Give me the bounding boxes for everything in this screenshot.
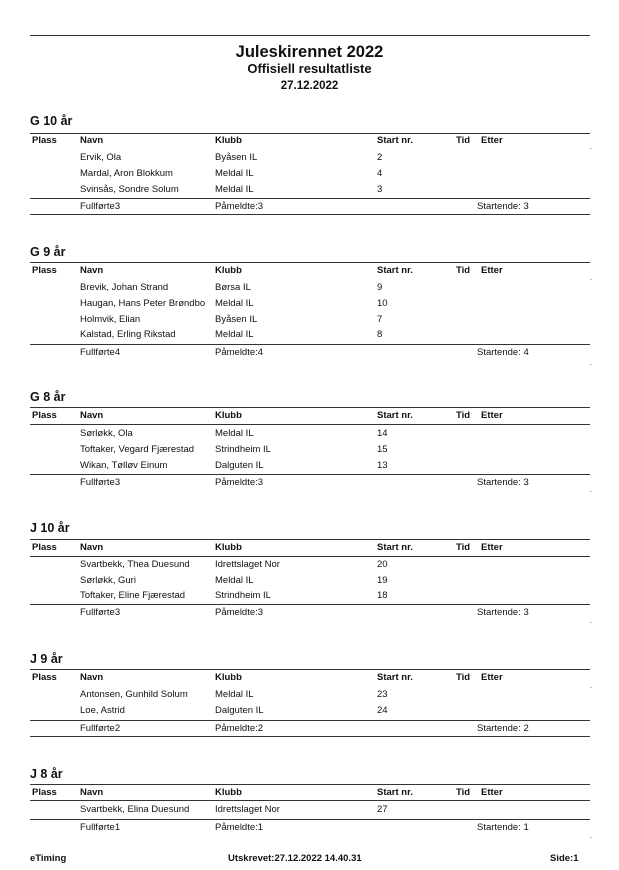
runner-name: Mardal, Aron Blokkum (80, 168, 173, 179)
runner-start: 18 (377, 590, 388, 601)
summary-fullforte: Fullførte3 (80, 477, 121, 488)
col-plass: Plass (32, 265, 57, 276)
col-klubb: Klubb (215, 672, 242, 683)
margin-tick (590, 364, 592, 365)
margin-tick (590, 491, 592, 492)
header-rule (30, 262, 590, 263)
col-navn: Navn (80, 787, 104, 798)
summary-pameldte: Påmeldte:3 (215, 201, 264, 212)
header-rule (30, 539, 590, 540)
runner-name: Svartbekk, Elina Duesund (80, 804, 190, 815)
col-etter: Etter (481, 672, 503, 683)
footer-printed: Utskrevet:27.12.2022 14.40.31 (228, 853, 362, 864)
col-start: Start nr. (377, 135, 413, 146)
runner-name: Loe, Astrid (80, 705, 125, 716)
class-name: J 10 år (30, 521, 70, 535)
runner-name: Kalstad, Erling Rikstad (80, 329, 176, 340)
runner-name: Toftaker, Eline Fjærestad (80, 590, 186, 601)
runner-start: 24 (377, 705, 388, 716)
margin-tick (590, 837, 592, 838)
header-rule (30, 784, 590, 785)
col-start: Start nr. (377, 672, 413, 683)
col-plass: Plass (32, 672, 57, 683)
summary-rule (30, 198, 590, 199)
page-subtitle: Offisiell resultatliste (247, 61, 372, 76)
runner-club: Idrettslaget Nor (215, 559, 280, 570)
col-plass: Plass (32, 542, 57, 553)
runner-start: 23 (377, 689, 388, 700)
col-etter: Etter (481, 265, 503, 276)
col-klubb: Klubb (215, 265, 242, 276)
class-name: G 10 år (30, 114, 73, 128)
column-rule (30, 424, 590, 425)
runner-start: 3 (377, 184, 383, 195)
runner-name: Antonsen, Gunhild Solum (80, 689, 188, 700)
summary-pameldte: Påmeldte:3 (215, 477, 264, 488)
col-plass: Plass (32, 410, 57, 421)
col-plass: Plass (32, 135, 57, 146)
runner-name: Toftaker, Vegard Fjærestad (80, 444, 195, 455)
runner-club: Byåsen IL (215, 314, 258, 325)
runner-start: 14 (377, 428, 388, 439)
runner-name: Brevik, Johan Strand (80, 282, 169, 293)
runner-name: Svartbekk, Thea Duesund (80, 559, 190, 570)
col-start: Start nr. (377, 410, 413, 421)
runner-start: 4 (377, 168, 383, 179)
runner-club: Idrettslaget Nor (215, 804, 280, 815)
runner-club: Meldal IL (215, 298, 254, 309)
class-name: G 8 år (30, 390, 66, 404)
summary-rule (30, 474, 590, 475)
summary-startende: Startende: 4 (477, 347, 529, 358)
summary-rule (30, 819, 590, 820)
col-start: Start nr. (377, 787, 413, 798)
runner-name: Sørløkk, Ola (80, 428, 133, 439)
runner-name: Wikan, Tølløv Einum (80, 460, 168, 471)
runner-club: Dalguten IL (215, 460, 264, 471)
margin-tick (590, 148, 592, 149)
summary-fullforte: Fullførte3 (80, 201, 121, 212)
col-tid: Tid (456, 787, 471, 798)
summary-rule (30, 720, 590, 721)
column-rule (30, 800, 590, 801)
page-title: Juleskirennet 2022 (235, 43, 384, 61)
runner-club: Meldal IL (215, 329, 254, 340)
runner-club: Meldal IL (215, 168, 254, 179)
runner-club: Strindheim IL (215, 444, 271, 455)
col-start: Start nr. (377, 542, 413, 553)
summary-pameldte: Påmeldte:1 (215, 822, 264, 833)
footer-page: Side:1 (550, 853, 579, 864)
summary-startende: Startende: 3 (477, 201, 529, 212)
page-date: 27.12.2022 (280, 80, 339, 92)
margin-tick (590, 279, 592, 280)
col-navn: Navn (80, 672, 104, 683)
col-navn: Navn (80, 265, 104, 276)
col-klubb: Klubb (215, 787, 242, 798)
margin-tick (590, 687, 592, 688)
col-tid: Tid (456, 265, 471, 276)
col-klubb: Klubb (215, 410, 242, 421)
runner-start: 19 (377, 575, 388, 586)
summary-rule (30, 604, 590, 605)
col-tid: Tid (456, 672, 471, 683)
col-navn: Navn (80, 135, 104, 146)
runner-name: Ervik, Ola (80, 152, 122, 163)
runner-club: Meldal IL (215, 575, 254, 586)
runner-name: Haugan, Hans Peter Brøndbo (80, 298, 206, 309)
col-tid: Tid (456, 135, 471, 146)
header-rule (30, 133, 590, 134)
runner-start: 9 (377, 282, 383, 293)
runner-start: 13 (377, 460, 388, 471)
runner-club: Meldal IL (215, 428, 254, 439)
runner-start: 7 (377, 314, 383, 325)
margin-tick (590, 622, 592, 623)
summary-pameldte: Påmeldte:2 (215, 723, 264, 734)
runner-club: Dalguten IL (215, 705, 264, 716)
col-klubb: Klubb (215, 135, 242, 146)
runner-start: 15 (377, 444, 388, 455)
top-divider (30, 35, 590, 36)
col-etter: Etter (481, 787, 503, 798)
footer-software: eTiming (30, 853, 67, 864)
class-name: J 9 år (30, 652, 63, 666)
runner-club: Meldal IL (215, 689, 254, 700)
runner-name: Sørløkk, Guri (80, 575, 136, 586)
runner-start: 2 (377, 152, 383, 163)
col-tid: Tid (456, 410, 471, 421)
col-etter: Etter (481, 135, 503, 146)
runner-name: Svinsås, Sondre Solum (80, 184, 179, 195)
col-start: Start nr. (377, 265, 413, 276)
bottom-rule (30, 736, 590, 737)
summary-startende: Startende: 2 (477, 723, 529, 734)
col-klubb: Klubb (215, 542, 242, 553)
col-etter: Etter (481, 410, 503, 421)
class-name: G 9 år (30, 245, 66, 259)
runner-club: Børsa IL (215, 282, 251, 293)
runner-club: Byåsen IL (215, 152, 258, 163)
summary-startende: Startende: 1 (477, 822, 529, 833)
col-plass: Plass (32, 787, 57, 798)
runner-start: 8 (377, 329, 383, 340)
col-navn: Navn (80, 410, 104, 421)
summary-pameldte: Påmeldte:3 (215, 607, 264, 618)
summary-pameldte: Påmeldte:4 (215, 347, 264, 358)
bottom-rule (30, 214, 590, 215)
class-name: J 8 år (30, 767, 63, 781)
runner-start: 20 (377, 559, 388, 570)
runner-name: Holmvik, Elian (80, 314, 141, 325)
summary-fullforte: Fullførte3 (80, 607, 121, 618)
runner-club: Meldal IL (215, 184, 254, 195)
summary-fullforte: Fullførte2 (80, 723, 121, 734)
runner-start: 27 (377, 804, 388, 815)
col-tid: Tid (456, 542, 471, 553)
summary-startende: Startende: 3 (477, 477, 529, 488)
summary-startende: Startende: 3 (477, 607, 529, 618)
runner-start: 10 (377, 298, 388, 309)
summary-rule (30, 344, 590, 345)
runner-club: Strindheim IL (215, 590, 271, 601)
col-navn: Navn (80, 542, 104, 553)
header-rule (30, 407, 590, 408)
col-etter: Etter (481, 542, 503, 553)
header-rule (30, 669, 590, 670)
column-rule (30, 556, 590, 557)
summary-fullforte: Fullførte4 (80, 347, 121, 358)
summary-fullforte: Fullførte1 (80, 822, 121, 833)
